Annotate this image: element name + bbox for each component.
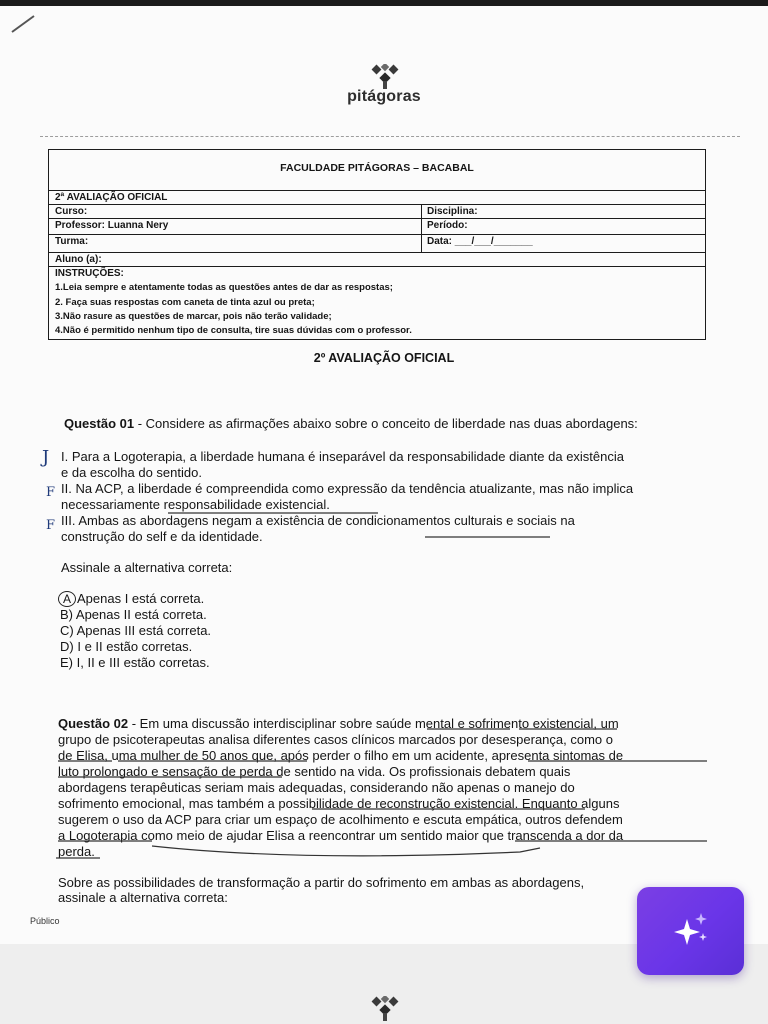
exam-title: 2º AVALIAÇÃO OFICIAL (313, 351, 455, 365)
question-02-line: a Logoterapia como meio de ajudar Elisa a reencontrar um sentido maior que transcenda a dor da (58, 828, 624, 843)
q1-prompt: Assinale a alternativa correta: (61, 560, 233, 575)
turma-field: Turma: (55, 236, 89, 247)
eval-label: 2ª AVALIAÇÃO OFICIAL (55, 192, 168, 203)
instruction-item: 4.Não é permitido nenhum tipo de consulta, tire suas dúvidas com o professor. (55, 325, 412, 336)
selected-answer-circle: A (58, 591, 76, 607)
disciplina-field: Disciplina: (427, 206, 478, 217)
question-02-line: de Elisa, uma mulher de 50 anos que, após perder o filho em um acidente, apresenta sintomas de (58, 748, 624, 763)
q1-option-d (60, 639, 192, 655)
pitagoras-logo-icon (371, 996, 399, 1024)
header-row-eval (49, 190, 705, 204)
question-02-line: abordagens terapêuticas seriam mais adequadas, considerando não apenas o manejo do (58, 780, 575, 795)
header-row-aluno (49, 252, 705, 266)
data-field: Data: ___/___/_______ (427, 236, 533, 247)
question-02-line: luto prolongado e sensação de perda de sentido na vida. Os profissionais debatem quais (58, 764, 571, 779)
curso-field: Curso: (55, 206, 88, 217)
header-divider (421, 204, 422, 252)
q1-option-c (60, 623, 211, 639)
option-letter: C) (60, 623, 74, 638)
classification-label: Público (30, 916, 60, 926)
q1-option-e (60, 655, 210, 671)
aluno-field: Aluno (a): (55, 254, 102, 265)
scan-divider (40, 136, 740, 137)
header-row-curso (49, 204, 705, 218)
question-02-line: perda. (58, 844, 95, 859)
question-01-intro (64, 416, 638, 432)
professor-field: Professor: Luanna Nery (55, 220, 169, 231)
option-text: I, II e III estão corretas. (76, 655, 210, 670)
sparkles-icon (667, 907, 715, 955)
instrucoes-label: INSTRUÇÕES: (55, 268, 124, 279)
q1-option-a (58, 591, 204, 607)
brand-name: pitágoras (347, 88, 421, 105)
option-text: Apenas III está correta. (76, 623, 212, 638)
pen-stroke-mark (8, 12, 48, 36)
q1-item-2-line-2: necessariamente responsabilidade existencial. (61, 497, 330, 512)
q1-item-2-line-1: II. Na ACP, a liberdade é compreendida como expressão da tendência atualizante, mas não implica (61, 481, 634, 496)
q2-prompt-line: assinale a alternativa correta: (58, 890, 228, 905)
handwritten-mark: F (46, 485, 56, 500)
handwritten-mark: J (42, 447, 50, 468)
q1-option-b (60, 607, 207, 623)
question-01-text: - Considere as afirmações abaixo sobre o conceito de liberdade nas duas abordagens: (134, 416, 638, 431)
q2-prompt-line: Sobre as possibilidades de transformação a partir do sofrimento em ambas as abordagens, (58, 875, 585, 890)
header-row-turma (49, 234, 705, 248)
q2-text: - Em uma discussão interdisciplinar sobre saúde mental e sofrimento existencial, um (128, 716, 619, 731)
question-02-line: sofrimento emocional, mas também a possibilidade de reconstrução existencial. Enquanto alguns (58, 796, 620, 811)
exam-header-table (48, 149, 706, 340)
question-02-line: grupo de psicoterapeutas analisa diferentes casos clínicos marcados por desesperança, como o (58, 732, 613, 747)
periodo-field: Período: (427, 220, 468, 231)
instruction-item: 1.Leia sempre e atentamente todas as questões antes de dar as respostas; (55, 282, 393, 293)
header-row-professor (49, 218, 705, 232)
instruction-item: 3.Não rasure as questões de marcar, pois não terão validade; (55, 311, 332, 322)
option-letter: B) (60, 607, 73, 622)
institution-name: FACULDADE PITÁGORAS – BACABAL (280, 162, 474, 174)
option-letter: E) (60, 655, 73, 670)
q1-item-3-line-2: construção do self e da identidade. (61, 529, 263, 544)
q1-item-1-line-2: e da escolha do sentido. (61, 465, 202, 480)
document-page (0, 6, 768, 944)
option-text: Apenas II está correta. (75, 607, 207, 622)
q1-item-1-line-1: I. Para a Logoterapia, a liberdade humana é inseparável da responsabilidade diante da existência (61, 449, 624, 464)
ai-assistant-button[interactable] (637, 887, 744, 975)
question-02-heading: Questão 02 (58, 716, 129, 731)
q1-item-3-line-1: III. Ambas as abordagens negam a existência de condicionamentos culturais e sociais na (61, 513, 575, 528)
option-text: Apenas I está correta. (77, 591, 205, 606)
instruction-item: 2. Faça suas respostas com caneta de tinta azul ou preta; (55, 297, 315, 308)
option-text: I e II estão corretas. (77, 639, 193, 654)
handwritten-mark: F (46, 518, 56, 533)
header-row-instrucoes (49, 266, 705, 280)
question-02-line: sugerem o uso da ACP para criar um espaço de acolhimento e escuta empática, outros defendem (58, 812, 623, 827)
question-02-line (58, 716, 619, 732)
question-01-heading: Questão 01 (64, 416, 135, 431)
option-letter: D) (60, 639, 74, 654)
